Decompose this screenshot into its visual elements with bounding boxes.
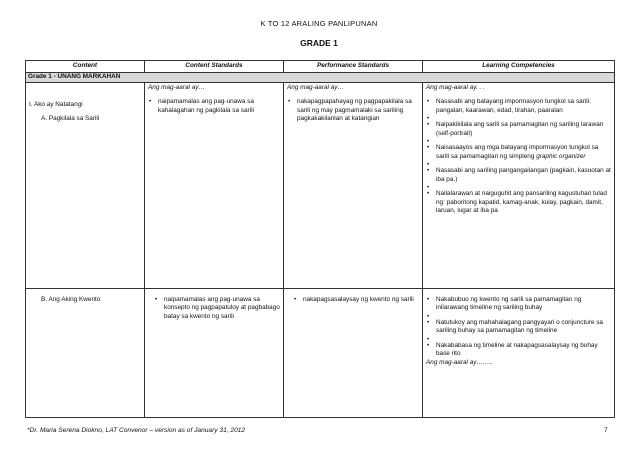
content-standard-cell — [145, 289, 284, 418]
competencies-cell — [423, 83, 615, 289]
content-subheading: A. Pagkilala sa Sarili — [41, 115, 100, 123]
document-title: K TO 12 ARALING PANLIPUNAN — [260, 19, 378, 28]
content-standard-item: • naipamamalas ang pag-unawa sa kahalagahan ng pagkilala sa sarili — [148, 98, 280, 115]
curriculum-table — [25, 60, 615, 418]
footer-credit: *Dr. Maria Serena Diokno, LAT Convenor – version as of January 31, 2012 — [27, 427, 246, 434]
competency-italic-term: graphic organizer — [536, 152, 586, 160]
intro-text: Ang mag-aaral ay… — [148, 84, 205, 91]
content-cell — [26, 289, 145, 418]
competency-item: • Nasasabi ang sariling pangangailangan (pagkain, kasuotan at iba pa.) — [426, 167, 611, 184]
competency-item: • Nakabubuo ng kwento ng sarili sa pamamagitan ng inilarawang timeline ng sariling buhay — [426, 296, 611, 313]
column-header-performance-standards: Performance Standards — [284, 61, 423, 73]
content-cell — [26, 83, 145, 289]
competency-item: • Natutukoy ang mahahalagang pangyayari o conjuncture sa sariling buhay sa pamamagitan ng timeline — [426, 319, 611, 336]
content-standard-item: • naipamamalas ang pag-unawa sa konsepto ng pagpapatuloy at pagbabago batay sa kwento ng sarili — [154, 296, 280, 321]
performance-standard-cell — [284, 289, 423, 418]
trailing-intro-text: Ang mag-aaral ay…….. — [426, 358, 493, 366]
table-row — [26, 289, 615, 418]
page-number: 7 — [604, 427, 608, 434]
quarter-row — [26, 73, 615, 83]
intro-text: Ang mag-aaral ay. . . — [426, 84, 485, 91]
performance-standard-cell — [284, 83, 423, 289]
table-header-row — [26, 61, 615, 73]
column-header-learning-competencies: Learning Competencies — [423, 61, 615, 73]
column-header-content: Content — [26, 61, 145, 73]
content-standard-cell — [145, 83, 284, 289]
competency-item: • Nailalarawan at naiguguhit ang pansariling kagustuhan tulad ng: paboritong kapatid, kamag-anak, kulay, pagkain, damit, laruan, lugar at iba pa — [426, 190, 611, 215]
competency-item: • Nakababasa ng timeline at nakapagsasalaysay ng buhay base rito — [426, 342, 611, 359]
column-header-content-standards: Content Standards — [145, 61, 284, 73]
grade-title: GRADE 1 — [300, 38, 338, 48]
performance-standard-item: • nakapagpapahayag ng pagpapakilala sa sarili ng may pagmamalaki sa sariling pagkakakilanlan at katangian — [287, 98, 419, 123]
quarter-label: Grade 1 - UNANG MARKAHAN — [26, 73, 615, 83]
performance-standard-item: • nakapagsasalaysay ng kwento ng sarili — [293, 296, 419, 304]
competency-item — [426, 144, 611, 161]
competency-text: Naisasaayos ang mga batayang impormasyon tungkol sa sarili sa pamamagitan ng simpleng — [436, 144, 599, 160]
competencies-cell — [423, 289, 615, 418]
intro-text: Ang mag-aaral ay… — [287, 84, 344, 91]
table-row — [26, 83, 615, 289]
competency-item: • Nasasabi ang batayang impormasyon tungkol sa sarili: pangalan, kaarawan, edad, tirahan, paaralan — [426, 98, 611, 115]
content-main-heading: I. Ako ay Natatangi — [29, 101, 83, 108]
content-subheading: B. Ang Aking Kwento — [41, 296, 101, 303]
competency-item: • Naipakikilala ang sarili sa pamamagitan ng sariling larawan (self-portrait) — [426, 121, 611, 138]
